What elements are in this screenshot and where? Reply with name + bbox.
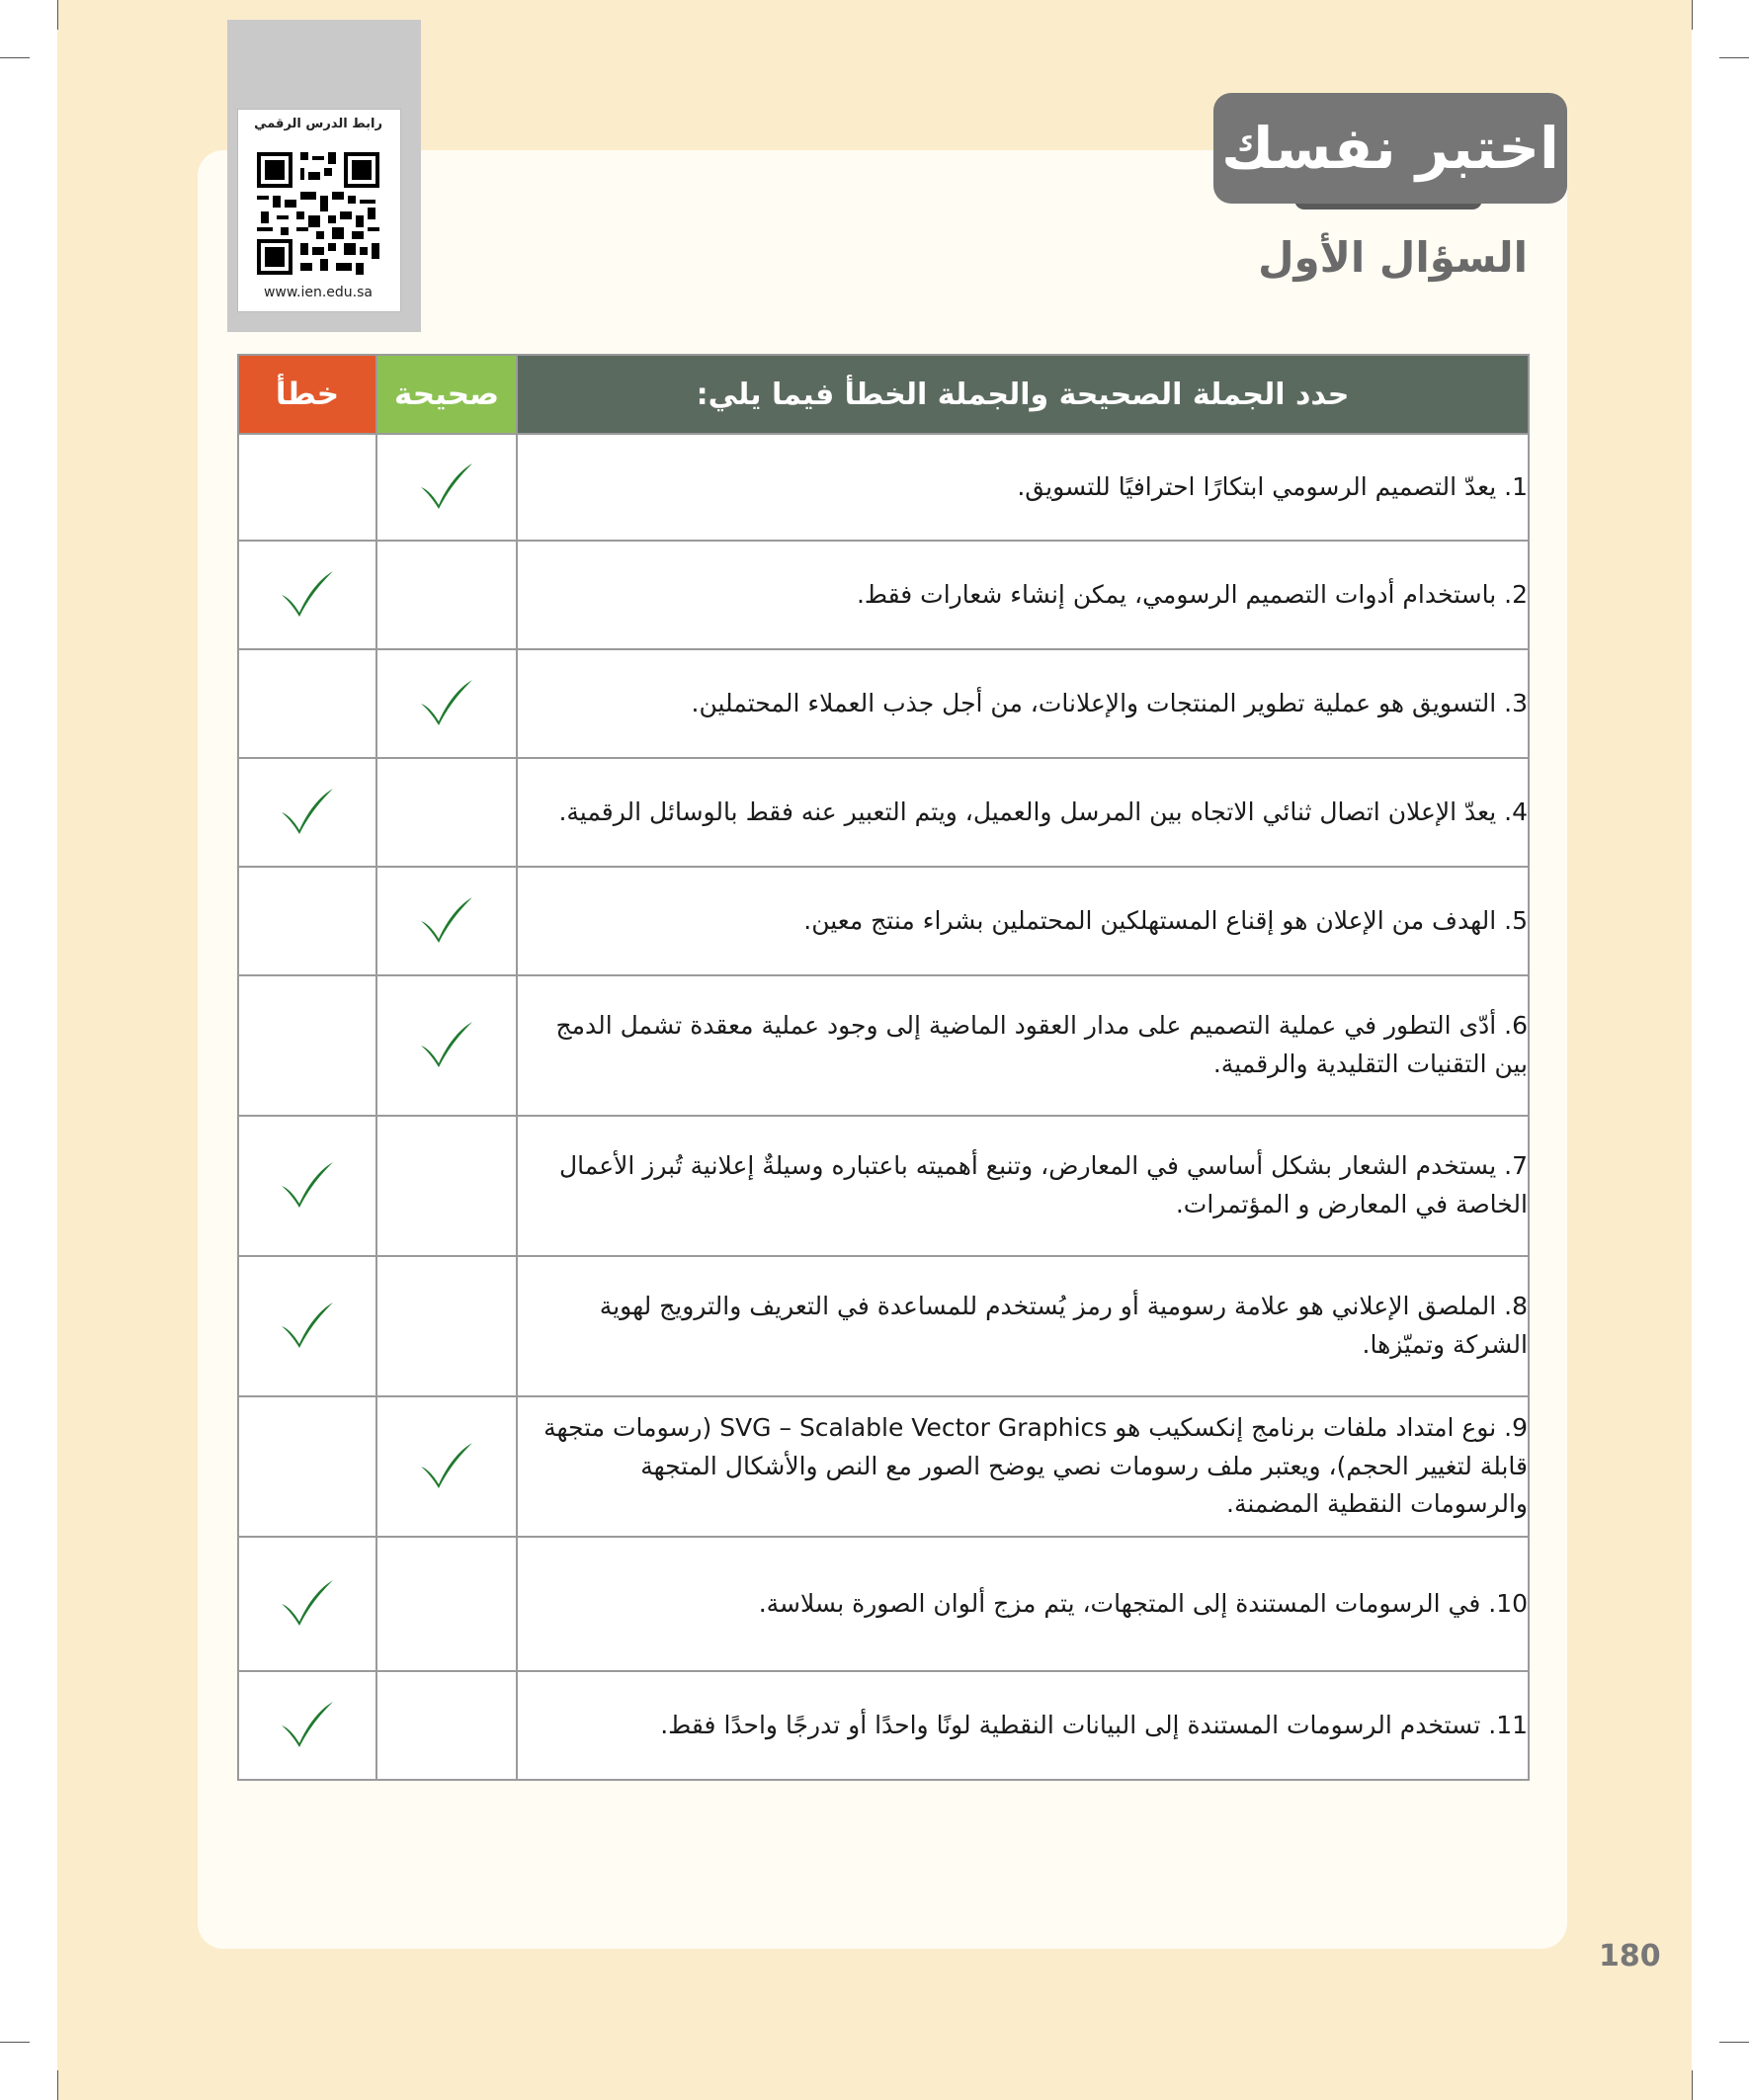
false-answer-cell[interactable]	[238, 1537, 376, 1671]
false-answer-cell[interactable]	[238, 758, 376, 867]
statement-text: في الرسومات المستندة إلى المتجهات، يتم مزج ألوان الصورة بسلاسة.	[758, 1588, 1481, 1618]
table-header-row	[238, 355, 1529, 434]
instruction-header: حدد الجملة الصحيحة والجملة الخطأ فيما يلي:	[517, 355, 1529, 434]
crop-mark	[0, 2042, 30, 2043]
table-row	[238, 758, 1529, 867]
false-answer-cell[interactable]	[238, 541, 376, 649]
statement-number: 5.	[1504, 905, 1528, 935]
statement-text: يعدّ الإعلان اتصال ثنائي الاتجاه بين المرسل والعميل، ويتم التعبير عنه فقط بالوسائل الرقمية.	[558, 797, 1497, 826]
statement-number: 8.	[1504, 1292, 1528, 1321]
statement-number: 7.	[1504, 1151, 1528, 1181]
table-row	[238, 1116, 1529, 1256]
statement-cell	[517, 758, 1529, 867]
false-column-header: خطأ	[238, 355, 376, 434]
checkmark-icon	[417, 893, 476, 945]
true-column-header: صحيحة	[376, 355, 517, 434]
table-row	[238, 1671, 1529, 1780]
table-row	[238, 649, 1529, 758]
table-row	[238, 975, 1529, 1116]
checkmark-icon	[417, 1439, 476, 1490]
false-answer-cell[interactable]	[238, 1396, 376, 1537]
statement-text: يستخدم الشعار بشكل أساسي في المعارض، وتنبع أهميته باعتباره وسيلةٌ إعلانية تُبرز الأعمال الخاصة في المعارض و المؤتمرات.	[559, 1151, 1528, 1218]
statement-text: يعدّ التصميم الرسومي ابتكارًا احترافيًا للتسويق.	[1017, 471, 1497, 501]
crop-mark	[1692, 2070, 1693, 2100]
statement-number: 9.	[1504, 1412, 1528, 1442]
statement-cell	[517, 867, 1529, 975]
statement-number: 4.	[1504, 797, 1528, 826]
statement-text: الملصق الإعلاني هو علامة رسومية أو رمز يُستخدم للمساعدة في التعريف والترويج لهوية الشركة وتميّزها.	[599, 1292, 1528, 1359]
statement-cell	[517, 1537, 1529, 1671]
statement-cell	[517, 1671, 1529, 1780]
table-row	[238, 867, 1529, 975]
checkmark-icon	[278, 567, 337, 619]
true-answer-cell[interactable]	[376, 649, 517, 758]
statement-cell	[517, 649, 1529, 758]
statement-number: 2.	[1504, 579, 1528, 609]
checkmark-icon	[278, 1698, 337, 1749]
checkmark-icon	[278, 785, 337, 836]
statement-cell	[517, 434, 1529, 541]
statement-number: 10.	[1488, 1588, 1528, 1618]
crop-mark	[1719, 57, 1749, 58]
statement-number: 6.	[1504, 1011, 1528, 1041]
checkmark-icon	[417, 460, 476, 511]
statement-cell	[517, 541, 1529, 649]
qr-label: رابط الدرس الرقمي	[254, 117, 382, 131]
statement-cell	[517, 1116, 1529, 1256]
statement-text: التسويق هو عملية تطوير المنتجات والإعلانات، من أجل جذب العملاء المحتملين.	[691, 688, 1497, 717]
true-answer-cell[interactable]	[376, 975, 517, 1116]
false-answer-cell[interactable]	[238, 1116, 376, 1256]
statement-text: تستخدم الرسومات المستندة إلى البيانات النقطية لونًا واحدًا أو تدرجًا واحدًا فقط.	[660, 1710, 1481, 1739]
false-answer-cell[interactable]	[238, 649, 376, 758]
statement-cell	[517, 1396, 1529, 1537]
statement-text: أدّى التطور في عملية التصميم على مدار العقود الماضية إلى وجود عملية معقدة تشمل الدمج بين التقنيات التقليدية والرقمية.	[555, 1011, 1528, 1078]
true-answer-cell[interactable]	[376, 1537, 517, 1671]
table-row	[238, 1396, 1529, 1537]
checkmark-icon	[278, 1576, 337, 1628]
crop-mark	[1692, 0, 1693, 30]
checkmark-icon	[417, 1018, 476, 1069]
true-answer-cell[interactable]	[376, 758, 517, 867]
statement-number: 3.	[1504, 688, 1528, 717]
crop-mark	[0, 57, 30, 58]
table-row	[238, 1537, 1529, 1671]
crop-mark	[57, 2070, 58, 2100]
crop-mark	[57, 0, 58, 30]
table-row	[238, 1256, 1529, 1396]
table-row	[238, 541, 1529, 649]
statement-cell	[517, 1256, 1529, 1396]
true-answer-cell[interactable]	[376, 1256, 517, 1396]
qr-code-icon[interactable]	[253, 148, 383, 279]
crop-mark	[1719, 2042, 1749, 2043]
true-answer-cell[interactable]	[376, 434, 517, 541]
true-answer-cell[interactable]	[376, 1396, 517, 1537]
true-answer-cell[interactable]	[376, 541, 517, 649]
statement-number: 1.	[1504, 471, 1528, 501]
statement-number: 11.	[1488, 1710, 1528, 1739]
checkmark-icon	[278, 1158, 337, 1210]
statement-cell	[517, 975, 1529, 1116]
checkmark-icon	[417, 676, 476, 727]
statement-text: باستخدام أدوات التصميم الرسومي، يمكن إنشاء شعارات فقط.	[856, 579, 1497, 609]
false-answer-cell[interactable]	[238, 975, 376, 1116]
false-answer-cell[interactable]	[238, 1256, 376, 1396]
true-false-table	[237, 354, 1530, 1781]
qr-url[interactable]: www.ien.edu.sa	[263, 285, 374, 300]
statement-text: الهدف من الإعلان هو إقناع المستهلكين المحتملين بشراء منتج معين.	[803, 905, 1497, 935]
false-answer-cell[interactable]	[238, 867, 376, 975]
table-row	[238, 434, 1529, 541]
true-answer-cell[interactable]	[376, 867, 517, 975]
question-title: السؤال الأول	[1258, 233, 1528, 282]
false-answer-cell[interactable]	[238, 1671, 376, 1780]
true-answer-cell[interactable]	[376, 1671, 517, 1780]
page-number: 180	[1599, 1939, 1661, 1974]
false-answer-cell[interactable]	[238, 434, 376, 541]
true-answer-cell[interactable]	[376, 1116, 517, 1256]
checkmark-icon	[278, 1299, 337, 1350]
section-title: اختبر نفسك	[1213, 93, 1567, 204]
statement-text: نوع امتداد ملفات برنامج إنكسكيب هو SVG – Scalable Vector Graphics (رسومات متجهة قابلة لتغيير الحجم)، ويعتبر ملف رسومات نصي يوضح الصور مع النص والأشكال المتجهة والرسومات النقطية المضمنة.	[543, 1412, 1528, 1519]
